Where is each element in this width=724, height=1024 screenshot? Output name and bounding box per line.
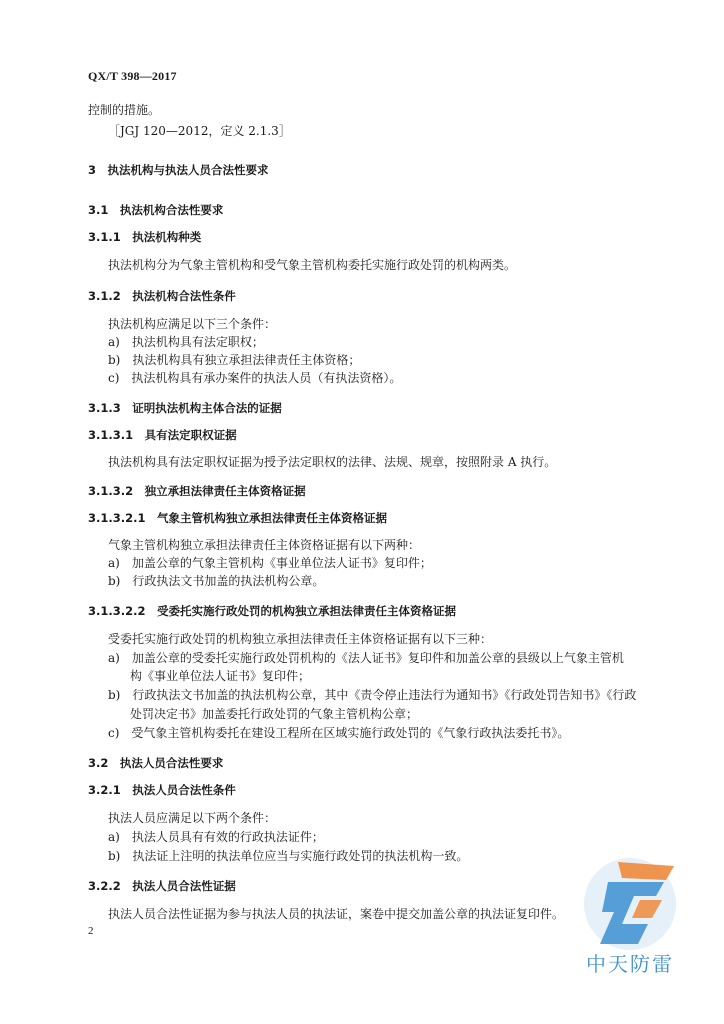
paragraph: 气象主管机构独立承担法律责任主体资格证据有以下两种： [108,538,421,552]
section-heading-3-2-2: 3.2.2 执法人员合法性证据 [88,879,236,893]
list-item-continuation: 处罚决定书》加盖委托行政处罚的气象主管机构公章； [130,707,419,721]
list-item-continuation: 构《事业单位法人证书》复印件； [130,669,311,683]
paragraph: 执法人员合法性证据为参与执法人员的执法证，案卷中提交加盖公章的执法证复印件。 [108,907,565,921]
text-line: 控制的措施。 [88,103,161,117]
list-item: c) 执法机构具有承办案件的执法人员（有执法资格）。 [108,371,402,385]
standard-number: QX/T 398—2017 [88,69,177,83]
list-item: a) 执法机构具有法定职权； [108,335,264,349]
section-heading-3-1-3-1: 3.1.3.1 具有法定职权证据 [88,428,237,442]
section-heading-3-1-1: 3.1.1 执法机构种类 [88,230,202,244]
section-heading-3-1-3-2: 3.1.3.2 独立承担法律责任主体资格证据 [88,484,306,498]
paragraph: 执法机构应满足以下三个条件： [108,317,277,331]
section-heading-3-1-3-2-2: 3.1.3.2.2 受委托实施行政处罚的机构独立承担法律责任主体资格证据 [88,604,456,618]
list-item: a) 加盖公章的受委托实施行政处罚机构的《法人证书》复印件和加盖公章的县级以上气象主管机 [108,651,624,665]
section-heading-3-1: 3.1 执法机构合法性要求 [88,203,224,217]
watermark-text: 中天防雷 [586,952,674,976]
list-item: b) 执法证上注明的执法单位应当与实施行政处罚的执法机构一致。 [108,849,469,863]
paragraph: 执法机构分为气象主管机构和受气象主管机构委托实施行政处罚的机构两类。 [108,258,517,272]
list-item: a) 执法人员具有有效的行政执法证件； [108,830,324,844]
reference-line: ［JGJ 120—2012，定义 2.1.3］ [108,124,291,138]
section-heading-3-1-2: 3.1.2 执法机构合法性条件 [88,289,236,303]
list-item: b) 执法机构具有独立承担法律责任主体资格； [108,353,361,367]
section-heading-3-1-3: 3.1.3 证明执法机构主体合法的证据 [88,401,282,415]
list-item: b) 行政执法文书加盖的执法机构公章。 [108,574,325,588]
section-heading-3-2-1: 3.2.1 执法人员合法性条件 [88,783,236,797]
paragraph: 执法人员应满足以下两个条件： [108,811,277,825]
page-number: 2 [88,925,94,937]
list-item: b) 行政执法文书加盖的执法机构公章，其中《责令停止违法行为通知书》《行政处罚告知书》《行政 [108,688,637,702]
paragraph: 受委托实施行政处罚的机构独立承担法律责任主体资格证据有以下三种： [108,632,493,646]
section-heading-3-1-3-2-1: 3.1.3.2.1 气象主管机构独立承担法律责任主体资格证据 [88,511,387,525]
section-heading-3: 3 执法机构与执法人员合法性要求 [88,163,269,177]
section-heading-3-2: 3.2 执法人员合法性要求 [88,756,224,770]
list-item: a) 加盖公章的气象主管机构《事业单位法人证书》复印件； [108,556,432,570]
paragraph: 执法机构具有法定职权证据为授予法定职权的法律、法规、规章，按照附录 A 执行。 [108,455,557,469]
list-item: c) 受气象主管机构委托在建设工程所在区域实施行政处罚的《气象行政执法委托书》。 [108,726,570,740]
